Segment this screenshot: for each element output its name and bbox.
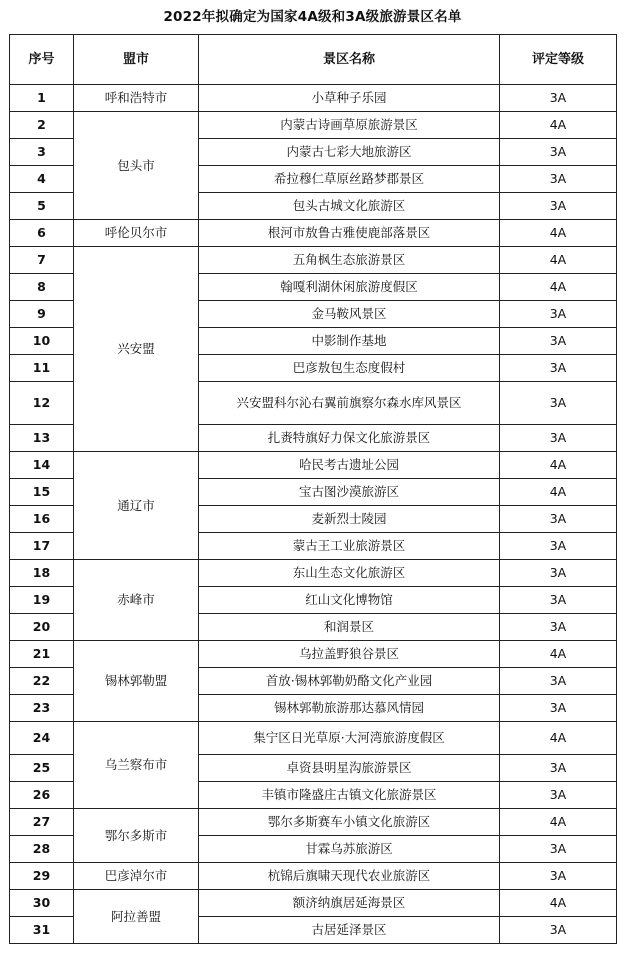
scenic-area-name: 红山文化博物馆 bbox=[199, 587, 500, 614]
scenic-area-name: 东山生态文化旅游区 bbox=[199, 560, 500, 587]
league-cell: 赤峰市 bbox=[74, 560, 199, 641]
grade-cell: 3A bbox=[500, 166, 617, 193]
row-number: 26 bbox=[10, 782, 74, 809]
header-league: 盟市 bbox=[74, 35, 199, 85]
grade-cell: 4A bbox=[500, 220, 617, 247]
grade-cell: 3A bbox=[500, 193, 617, 220]
scenic-area-name: 金马鞍风景区 bbox=[199, 301, 500, 328]
scenic-area-name: 翰嘎利湖休闲旅游度假区 bbox=[199, 274, 500, 301]
scenic-area-name: 和润景区 bbox=[199, 614, 500, 641]
row-number: 6 bbox=[10, 220, 74, 247]
league-cell: 通辽市 bbox=[74, 452, 199, 560]
league-cell: 呼和浩特市 bbox=[74, 85, 199, 112]
league-cell: 包头市 bbox=[74, 112, 199, 220]
scenic-area-name: 兴安盟科尔沁右翼前旗察尔森水库风景区 bbox=[199, 382, 500, 425]
grade-cell: 4A bbox=[500, 479, 617, 506]
scenic-area-name: 额济纳旗居延海景区 bbox=[199, 890, 500, 917]
grade-cell: 3A bbox=[500, 355, 617, 382]
row-number: 7 bbox=[10, 247, 74, 274]
row-number: 22 bbox=[10, 668, 74, 695]
grade-cell: 3A bbox=[500, 614, 617, 641]
grade-cell: 3A bbox=[500, 917, 617, 944]
row-number: 10 bbox=[10, 328, 74, 355]
header-row bbox=[10, 35, 617, 85]
scenic-area-name: 巴彦敖包生态度假村 bbox=[199, 355, 500, 382]
row-number: 23 bbox=[10, 695, 74, 722]
league-cell: 兴安盟 bbox=[74, 247, 199, 452]
grade-cell: 3A bbox=[500, 425, 617, 452]
table-row bbox=[10, 220, 617, 247]
grade-cell: 3A bbox=[500, 695, 617, 722]
grade-cell: 4A bbox=[500, 452, 617, 479]
header-no: 序号 bbox=[10, 35, 74, 85]
scenic-area-name: 根河市敖鲁古雅使鹿部落景区 bbox=[199, 220, 500, 247]
scenic-area-name: 首放·锡林郭勒奶酪文化产业园 bbox=[199, 668, 500, 695]
grade-cell: 3A bbox=[500, 668, 617, 695]
table-body bbox=[10, 85, 617, 944]
row-number: 29 bbox=[10, 863, 74, 890]
grade-cell: 3A bbox=[500, 587, 617, 614]
table-row bbox=[10, 560, 617, 587]
row-number: 15 bbox=[10, 479, 74, 506]
grade-cell: 3A bbox=[500, 782, 617, 809]
row-number: 4 bbox=[10, 166, 74, 193]
row-number: 27 bbox=[10, 809, 74, 836]
table-row bbox=[10, 641, 617, 668]
row-number: 13 bbox=[10, 425, 74, 452]
scenic-area-name: 五角枫生态旅游景区 bbox=[199, 247, 500, 274]
table-row bbox=[10, 809, 617, 836]
grade-cell: 3A bbox=[500, 836, 617, 863]
grade-cell: 3A bbox=[500, 85, 617, 112]
grade-cell: 4A bbox=[500, 112, 617, 139]
scenic-area-name: 乌拉盖野狼谷景区 bbox=[199, 641, 500, 668]
grade-cell: 4A bbox=[500, 247, 617, 274]
scenic-area-name: 小草种子乐园 bbox=[199, 85, 500, 112]
grade-cell: 4A bbox=[500, 722, 617, 755]
scenic-area-name: 鄂尔多斯赛车小镇文化旅游区 bbox=[199, 809, 500, 836]
scenic-area-name: 希拉穆仁草原丝路梦郡景区 bbox=[199, 166, 500, 193]
grade-cell: 4A bbox=[500, 890, 617, 917]
scenic-area-name: 内蒙古诗画草原旅游景区 bbox=[199, 112, 500, 139]
row-number: 5 bbox=[10, 193, 74, 220]
row-number: 20 bbox=[10, 614, 74, 641]
scenic-area-name: 宝古图沙漠旅游区 bbox=[199, 479, 500, 506]
scenic-area-name: 丰镇市隆盛庄古镇文化旅游景区 bbox=[199, 782, 500, 809]
scenic-area-name: 杭锦后旗啸天现代农业旅游区 bbox=[199, 863, 500, 890]
row-number: 2 bbox=[10, 112, 74, 139]
scenic-area-name: 集宁区日光草原·大河湾旅游度假区 bbox=[199, 722, 500, 755]
grade-cell: 3A bbox=[500, 301, 617, 328]
row-number: 8 bbox=[10, 274, 74, 301]
row-number: 18 bbox=[10, 560, 74, 587]
grade-cell: 3A bbox=[500, 863, 617, 890]
grade-cell: 3A bbox=[500, 139, 617, 166]
league-cell: 呼伦贝尔市 bbox=[74, 220, 199, 247]
row-number: 3 bbox=[10, 139, 74, 166]
row-number: 9 bbox=[10, 301, 74, 328]
scenic-area-name: 蒙古王工业旅游景区 bbox=[199, 533, 500, 560]
table-row bbox=[10, 85, 617, 112]
header-name: 景区名称 bbox=[199, 35, 500, 85]
table-row bbox=[10, 890, 617, 917]
table-row bbox=[10, 247, 617, 274]
scenic-area-table bbox=[9, 34, 617, 944]
grade-cell: 3A bbox=[500, 382, 617, 425]
table-row bbox=[10, 863, 617, 890]
table-row bbox=[10, 112, 617, 139]
row-number: 14 bbox=[10, 452, 74, 479]
row-number: 1 bbox=[10, 85, 74, 112]
table-row bbox=[10, 722, 617, 755]
scenic-area-name: 中影制作基地 bbox=[199, 328, 500, 355]
scenic-area-name: 哈民考古遗址公园 bbox=[199, 452, 500, 479]
row-number: 12 bbox=[10, 382, 74, 425]
row-number: 24 bbox=[10, 722, 74, 755]
grade-cell: 3A bbox=[500, 506, 617, 533]
grade-cell: 3A bbox=[500, 328, 617, 355]
scenic-area-name: 麦新烈士陵园 bbox=[199, 506, 500, 533]
scenic-area-name: 锡林郭勒旅游那达慕风情园 bbox=[199, 695, 500, 722]
row-number: 21 bbox=[10, 641, 74, 668]
grade-cell: 3A bbox=[500, 560, 617, 587]
scenic-area-name: 甘霖乌苏旅游区 bbox=[199, 836, 500, 863]
row-number: 17 bbox=[10, 533, 74, 560]
scenic-area-name: 包头古城文化旅游区 bbox=[199, 193, 500, 220]
row-number: 11 bbox=[10, 355, 74, 382]
scenic-area-name: 内蒙古七彩大地旅游区 bbox=[199, 139, 500, 166]
grade-cell: 3A bbox=[500, 533, 617, 560]
league-cell: 巴彦淖尔市 bbox=[74, 863, 199, 890]
league-cell: 阿拉善盟 bbox=[74, 890, 199, 944]
row-number: 28 bbox=[10, 836, 74, 863]
league-cell: 乌兰察布市 bbox=[74, 722, 199, 809]
scenic-area-name: 古居延泽景区 bbox=[199, 917, 500, 944]
row-number: 31 bbox=[10, 917, 74, 944]
page-title: 2022年拟确定为国家4A级和3A级旅游景区名单 bbox=[163, 9, 462, 25]
row-number: 19 bbox=[10, 587, 74, 614]
grade-cell: 4A bbox=[500, 641, 617, 668]
scenic-area-name: 卓资县明星沟旅游景区 bbox=[199, 755, 500, 782]
league-cell: 锡林郭勒盟 bbox=[74, 641, 199, 722]
grade-cell: 4A bbox=[500, 809, 617, 836]
league-cell: 鄂尔多斯市 bbox=[74, 809, 199, 863]
grade-cell: 3A bbox=[500, 755, 617, 782]
row-number: 25 bbox=[10, 755, 74, 782]
table-row bbox=[10, 452, 617, 479]
grade-cell: 4A bbox=[500, 274, 617, 301]
scenic-area-name: 扎赉特旗好力保文化旅游景区 bbox=[199, 425, 500, 452]
row-number: 30 bbox=[10, 890, 74, 917]
row-number: 16 bbox=[10, 506, 74, 533]
header-grade: 评定等级 bbox=[500, 35, 617, 85]
